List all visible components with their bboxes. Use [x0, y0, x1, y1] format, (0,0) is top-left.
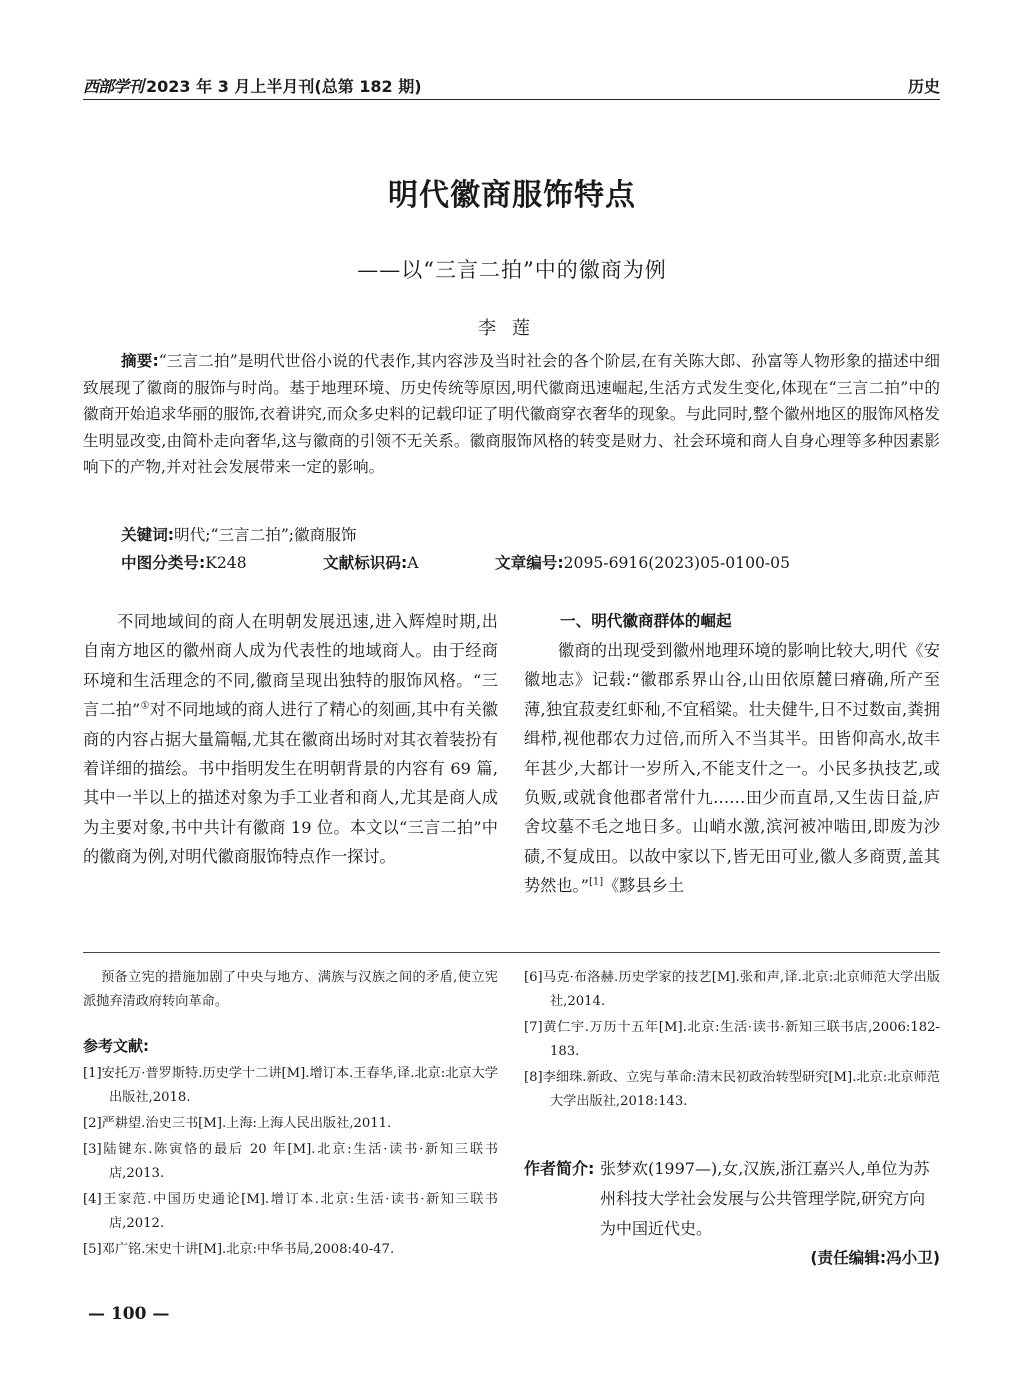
keywords-label: 关键词:	[121, 526, 175, 544]
reference-item: [2]严耕望.治史三书[M].上海:上海人民出版社,2011.	[83, 1116, 392, 1131]
reference-item: [4]王家范.中国历史通论[M].增订本.北京:生活·读书·新知三联书店,2012.	[83, 1192, 498, 1231]
running-header	[83, 72, 940, 98]
reference-item: [3]陆键东.陈寅恪的最后 20 年[M].北京:生活·读书·新知三联书店,2013.	[83, 1142, 498, 1181]
article-number-label: 文章编号:	[495, 554, 564, 572]
reference-item: [6]马克·布洛赫.历史学家的技艺[M].张和声,译.北京:北京师范大学出版社,2014.	[524, 970, 940, 1009]
author-bio-label: 作者简介:	[524, 1159, 595, 1178]
footnote-divider	[83, 952, 940, 953]
reference-item: [7]黄仁宇.万历十五年[M].北京:生活·读书·新知三联书店,2006:182-183.	[524, 1020, 940, 1059]
section-text-b: 《黟县乡土	[603, 876, 685, 896]
doc-label: 文献标识码:	[323, 554, 408, 572]
clc-label: 中图分类号:	[121, 554, 206, 572]
article-author: 李莲	[478, 318, 546, 339]
intro-text-b: 对不同地域的商人进行了精心的刻画,其中有关徽商的内容占据大量篇幅,尤其在徽商出场时对其衣着装扮有着详细的描绘。书中指明发生在明朝背景的内容有 69 篇,其中一半以上的描述对象为手工业者和商人,尤其是商人成为主要对象,书中共计有徽商 19 位。本文以“三言二拍”中的徽商为例,对明代徽商服饰特点作一探讨。	[83, 700, 498, 867]
doc-code	[323, 550, 418, 576]
body-right-column	[524, 607, 940, 901]
abstract	[83, 348, 940, 481]
responsible-editor: (责任编辑:冯小卫)	[810, 1249, 940, 1267]
section-paragraph	[524, 636, 940, 901]
abstract-text: “三言二拍”是明代世俗小说的代表作,其内容涉及当时社会的各个阶层,在有关陈大郎、孙富等人物形象的描述中细致展现了徽商的服饰与时尚。基于地理环境、历史传统等原因,明代徽商迅速崛起,生活方式发生变化,体现在“三言二拍”中的徽商开始追求华丽的服饰,衣着讲究,而众多史料的记载印证了明代徽商穿衣奢华的现象。与此同时,整个徽州地区的服饰风格发生明显改变,由简朴走向奢华,这与徽商的引领不无关系。徽商服饰风格的转变是财力、社会环境和商人自身心理等多种因素影响下的产物,并对社会发展带来一定的影响。	[83, 352, 940, 477]
references-title: 参考文献:	[83, 1037, 149, 1055]
intro-text-a: 不同地域间的商人在明朝发展迅速,进入辉煌时期,出自南方地区的徽州商人成为代表性的地域商人。由于经商环境和生活理念的不同,徽商呈现出独特的服饰风格。“三言二拍”	[83, 612, 498, 720]
author-bio	[524, 1154, 940, 1244]
footnotes-left	[83, 966, 498, 1264]
citation-marker[interactable]: [1]	[588, 876, 604, 888]
clc-value: K248	[205, 554, 247, 572]
article-number	[495, 550, 790, 576]
journal-issue	[83, 74, 422, 97]
section-heading: 一、明代徽商群体的崛起	[560, 612, 732, 630]
page-number: — 100 —	[88, 1304, 170, 1324]
author-bio-text: 张梦欢(1997—),女,汉族,浙江嘉兴人,单位为苏州科技大学社会发展与公共管理学院,研究方向为中国近代史。	[600, 1159, 930, 1238]
section-name: 历史	[907, 77, 940, 96]
issue-info: 2023 年 3 月上半月刊(总第 182 期)	[146, 77, 422, 96]
doc-value: A	[407, 554, 419, 572]
keywords	[121, 522, 356, 548]
journal-logo: 西部学刊	[83, 77, 144, 96]
footnote-continuation: 预备立宪的措施加剧了中央与地方、满族与汉族之间的矛盾,使立宪派抛弃清政府转向革命。	[83, 970, 498, 1009]
article-number-value: 2095-6916(2023)05-0100-05	[563, 554, 791, 572]
abstract-label: 摘要:	[121, 352, 159, 370]
reference-item: [1]安托万·普罗斯特.历史学十二讲[M].增订本.王春华,译.北京:北京大学出版社,2018.	[83, 1066, 498, 1105]
body-left-column	[83, 607, 498, 872]
references-right	[524, 966, 940, 1116]
reference-item: [8]李细珠.新政、立宪与革命:清末民初政治转型研究[M].北京:北京师范大学出版社,2018:143.	[524, 1070, 940, 1109]
reference-item: [5]邓广铭.宋史十讲[M].北京:中华书局,2008:40-47.	[83, 1242, 395, 1257]
clc-number	[121, 550, 247, 576]
article-subtitle: ——以“三言二拍”中的徽商为例	[357, 258, 667, 282]
section-text-a: 徽商的出现受到徽州地理环境的影响比较大,明代《安徽地志》记载:“徽郡系界山谷,山田依原麓曰瘠确,所产至薄,独宜菽麦红虾秈,不宜稻粱。壮夫健牛,日不过数亩,粪拥缉栉,视他郡农力过倍,而所入不当其半。田皆仰高水,故丰年甚少,大都计一岁所入,不能支什之一。小民多执技艺,或负贩,或就食他郡者常什九……田少而直昂,又生齿日益,庐舍坟墓不毛之地日多。山峭水激,滨河被冲啮田,即废为沙碛,不复成田。以故中家以下,皆无田可业,徽人多商贾,盖其势然也。”	[524, 641, 940, 896]
header-rule	[83, 99, 940, 100]
footnote-marker[interactable]: ①	[140, 700, 150, 712]
article-title: 明代徽商服饰特点	[388, 178, 636, 213]
keywords-text: 明代;“三言二拍”;徽商服饰	[174, 526, 357, 544]
